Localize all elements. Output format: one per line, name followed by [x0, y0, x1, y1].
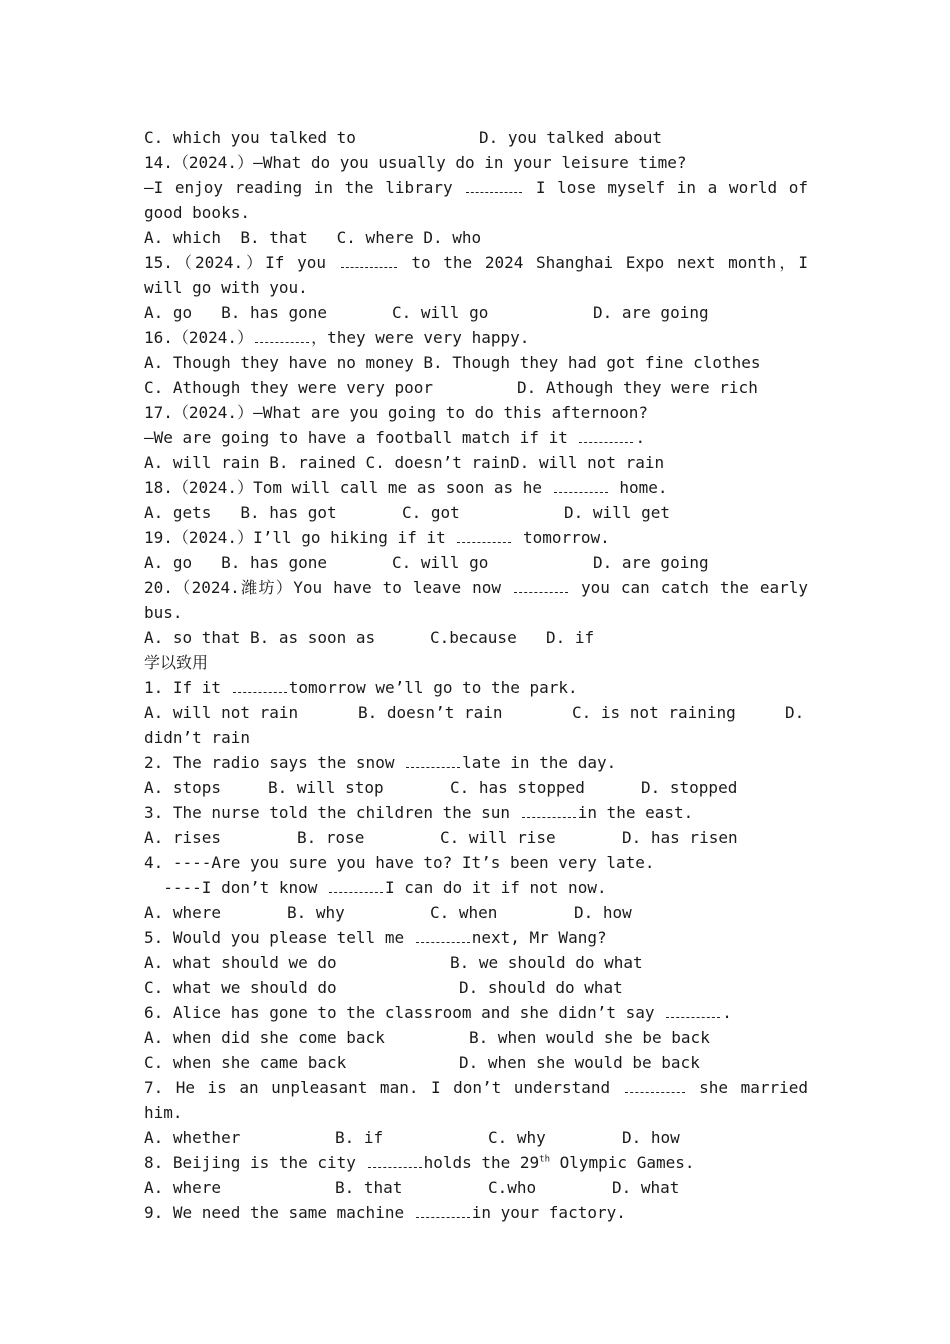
option-d: D. Athough they were rich	[517, 378, 758, 397]
option-ab: A. so that B. as soon as	[144, 628, 376, 647]
option-c: C. got	[402, 503, 460, 522]
option-b: B. we should do what	[450, 953, 643, 972]
q15-stem-cont: will go with you.	[144, 278, 308, 297]
q19-stem-text: 19.（2024.）I’ll go hiking if it	[144, 528, 446, 547]
option-d: D. will get	[564, 503, 670, 522]
p7-stem	[144, 1075, 808, 1100]
p6-stem-text-end: .	[722, 1003, 732, 1022]
option-d: D. how	[622, 1128, 680, 1147]
p5-options-row-2	[144, 975, 808, 1000]
answer-blank	[233, 680, 287, 693]
option-b: B. if	[335, 1128, 384, 1147]
p9-stem	[144, 1200, 808, 1225]
option-d: D. should do what	[459, 978, 623, 997]
answer-blank	[329, 880, 383, 893]
p6-options-row-2	[144, 1050, 808, 1075]
option-b: B. will stop	[268, 778, 384, 797]
option-b: B. when would she be back	[469, 1028, 710, 1047]
option-c: C.who	[488, 1178, 537, 1197]
p7-stem-text: 7. He is an unpleasant man. I don’t understand	[144, 1078, 611, 1097]
option-a: A. whether	[144, 1128, 241, 1147]
q14-reply-text: —I enjoy reading in the library	[144, 178, 453, 197]
option-a: A. where	[144, 1178, 222, 1197]
q19-stem-text-end: tomorrow.	[523, 528, 610, 547]
option-d: D. are going	[593, 303, 709, 322]
option-c: C. is not raining	[572, 703, 736, 722]
q20-stem-text-end: you can catch the early	[580, 578, 808, 597]
q14-reply-cont: good books.	[144, 203, 250, 222]
q16-stem	[144, 325, 808, 350]
q20-stem-cont: bus.	[144, 603, 183, 622]
q17-reply	[144, 425, 808, 450]
option-d: D. are going	[593, 553, 709, 572]
p2-stem	[144, 750, 808, 775]
p7-options-row	[144, 1125, 808, 1150]
q15-stem-text: 15.（2024.）If you	[144, 253, 327, 272]
option-a: A. rises	[144, 828, 222, 847]
q18-stem	[144, 475, 808, 500]
option-d: D.	[785, 703, 805, 722]
answer-blank	[466, 180, 522, 193]
answer-blank	[666, 1005, 720, 1018]
option-c: C.because	[430, 628, 517, 647]
q16-stem-text-end: ，they were very happy.	[311, 328, 530, 347]
option-a: A. will not rain	[144, 703, 299, 722]
q15-stem-text-end: to the 2024 Shanghai Expo next month，I	[411, 253, 808, 272]
option-b: B. that	[335, 1178, 403, 1197]
p1-stem-text: 1. If it	[144, 678, 222, 697]
p3-stem-text: 3. The nurse told the children the sun	[144, 803, 511, 822]
option-ab: A. gets B. has got	[144, 503, 337, 522]
answer-blank	[522, 805, 576, 818]
answer-blank	[625, 1080, 685, 1093]
q16-stem-text: 16.（2024.）	[144, 328, 254, 347]
p5-options-row-1	[144, 950, 808, 975]
option-c: C. which you talked to	[144, 128, 356, 147]
p8-options-row	[144, 1175, 808, 1200]
p6-stem-text: 6. Alice has gone to the classroom and she didn’t say	[144, 1003, 655, 1022]
p5-stem-text-end: next, Mr Wang?	[471, 928, 607, 947]
q20-stem	[144, 575, 808, 600]
option-a: A. where	[144, 903, 222, 922]
q16-options-row	[144, 375, 808, 400]
p1-stem	[144, 675, 808, 700]
option-d: D. how	[574, 903, 632, 922]
p8-stem-text-end: Olympic Games.	[550, 1153, 695, 1172]
q17-reply-text: —We are going to have a football match if it	[144, 428, 568, 447]
p2-options-row	[144, 775, 808, 800]
p1-options-row	[144, 700, 808, 725]
q18-stem-text: 18.（2024.）Tom will call me as soon as he	[144, 478, 543, 497]
p4-stem: 4. ----Are you sure you have to? It’s been very late.	[144, 853, 655, 872]
p5-stem-text: 5. Would you please tell me	[144, 928, 405, 947]
option-d: D. what	[612, 1178, 680, 1197]
q14-reply-text-end: I lose myself in a world of	[535, 178, 808, 197]
answer-blank	[406, 755, 460, 768]
p8-stem-text-mid: holds the 29	[423, 1153, 540, 1172]
option-b: B. doesn’t rain	[358, 703, 503, 722]
option-c: C. will go	[392, 553, 489, 572]
option-a: A. when did she come back	[144, 1028, 385, 1047]
answer-blank	[554, 480, 608, 493]
q16-options-ab: A. Though they have no money B. Though they had got fine clothes	[144, 353, 761, 372]
option-c: C. what we should do	[144, 978, 337, 997]
option-ab: A. go B. has gone	[144, 303, 328, 322]
option-c: C. has stopped	[450, 778, 585, 797]
p9-stem-text: 9. We need the same machine	[144, 1203, 405, 1222]
answer-blank	[457, 530, 511, 543]
q18-stem-text-end: home.	[619, 478, 668, 497]
p9-stem-text-end: in your factory.	[471, 1203, 626, 1222]
option-c: C. will go	[392, 303, 489, 322]
section-heading: 学以致用	[144, 653, 209, 672]
p3-options-row	[144, 825, 808, 850]
ordinal-suffix: th	[539, 1154, 550, 1165]
q14-options: A. which B. that C. where D. who	[144, 228, 482, 247]
p3-stem	[144, 800, 808, 825]
p4-reply-text: ----I don’t know	[144, 878, 318, 897]
option-ab: A. go B. has gone	[144, 553, 328, 572]
p4-reply	[144, 875, 808, 900]
q15-options-row	[144, 300, 808, 325]
p1-option-d-cont: didn’t rain	[144, 728, 250, 747]
option-b: B. rose	[297, 828, 365, 847]
q18-options-row	[144, 500, 808, 525]
q20-stem-text: 20.（2024.潍坊）You have to leave now	[144, 578, 501, 597]
option-d: D. has risen	[622, 828, 738, 847]
p6-stem	[144, 1000, 808, 1025]
answer-blank	[255, 330, 309, 343]
option-c: C. will rise	[440, 828, 556, 847]
p4-options-row	[144, 900, 808, 925]
p4-reply-text-end: I can do it if not now.	[385, 878, 607, 897]
q20-options-row	[144, 625, 808, 650]
p1-stem-text-end: tomorrow we’ll go to the park.	[288, 678, 578, 697]
answer-blank	[514, 580, 568, 593]
option-c: C. when she came back	[144, 1053, 347, 1072]
option-d: D. stopped	[641, 778, 738, 797]
option-a: A. stops	[144, 778, 222, 797]
p3-stem-text-end: in the east.	[577, 803, 694, 822]
q14-reply	[144, 175, 808, 200]
p2-stem-text: 2. The radio says the snow	[144, 753, 395, 772]
option-c: C. when	[430, 903, 498, 922]
p8-stem-text: 8. Beijing is the city	[144, 1153, 356, 1172]
answer-blank	[368, 1155, 422, 1168]
answer-blank	[341, 255, 397, 268]
answer-blank	[579, 430, 633, 443]
q13-options-row	[144, 125, 808, 150]
p7-stem-cont: him.	[144, 1103, 183, 1122]
p5-stem	[144, 925, 808, 950]
option-d: D. when she would be back	[459, 1053, 700, 1072]
answer-blank	[416, 930, 470, 943]
option-c: C. Athough they were very poor	[144, 378, 433, 397]
q17-stem: 17.（2024.）—What are you going to do this afternoon?	[144, 403, 649, 422]
option-c: C. why	[488, 1128, 546, 1147]
p7-stem-text-end: she married	[699, 1078, 808, 1097]
answer-blank	[416, 1205, 470, 1218]
q19-stem	[144, 525, 808, 550]
p8-stem	[144, 1150, 808, 1175]
option-d: D. you talked about	[479, 128, 663, 147]
option-d: D. if	[546, 628, 595, 647]
option-a: A. what should we do	[144, 953, 337, 972]
p2-stem-text-end: late in the day.	[462, 753, 617, 772]
q17-options: A. will rain B. rained C. doesn’t rainD. will not rain	[144, 453, 665, 472]
q17-reply-end: .	[635, 428, 646, 447]
q19-options-row	[144, 550, 808, 575]
q15-stem	[144, 250, 808, 275]
option-b: B. why	[287, 903, 345, 922]
p6-options-row-1	[144, 1025, 808, 1050]
q14-stem: 14.（2024.）—What do you usually do in your leisure time?	[144, 153, 687, 172]
